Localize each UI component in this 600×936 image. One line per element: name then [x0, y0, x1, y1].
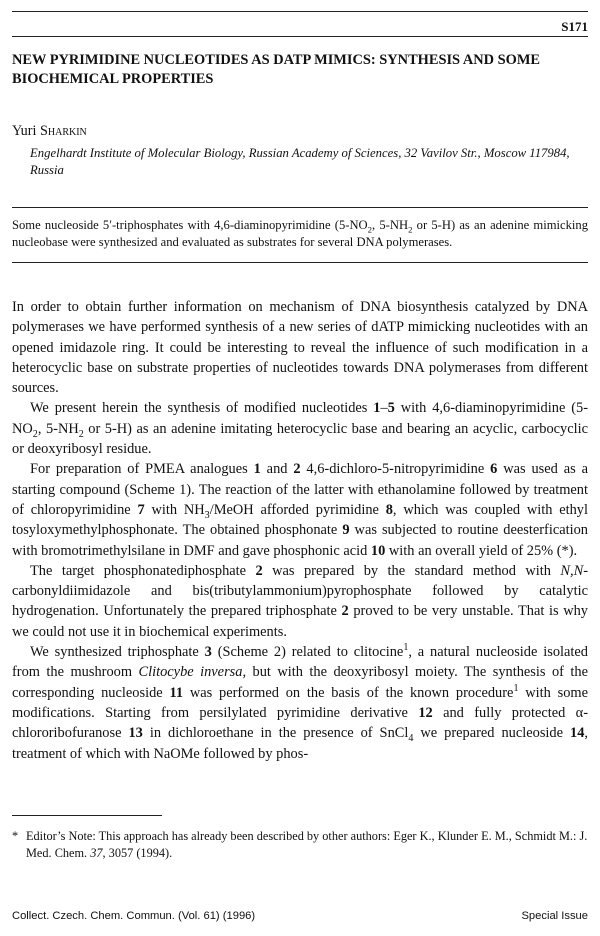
author-first-name: Yuri: [12, 123, 40, 139]
footnote: [12, 828, 588, 862]
body-paragraph: The target phosphonatediphosphate 2 was prepared by the standard method with N,N-carbonyldiimidazole and bis(tributylammonium)pyrophosphate followed by catalytic hydrogenation. Unfortunately the prepared triphosphate 2 proved to be very unstable. That is why we could not use it in biochemical experiments.: [12, 562, 588, 640]
body-paragraph: We synthesized triphosphate 3 (Scheme 2) related to clitocine$^1$, a natural nucleoside isolated from the mushroom Clitocybe inversa, but with the deoxyribosyl moiety. The synthesis of the corresponding nucleoside 11 was performed on the basis of the known procedure$^1$ with some modifications. Starting from persilylated pyrimidine derivative 12 and fully protected α-chlororibofuranose 13 in dichloroethane in the presence of SnCl$_4$ we prepared nucleoside 14, treatment of which with NaOMe followed by phos-: [12, 642, 589, 762]
author-affiliation: Engelhardt Institute of Molecular Biology, Russian Academy of Sciences, 32 Vavilov Str., Moscow 117984, Russia: [30, 146, 570, 177]
footnote-rule: [12, 815, 162, 816]
page-footer: [12, 910, 588, 922]
footer-issue: Special Issue: [521, 910, 588, 922]
author-last-name: Sharkin: [39, 123, 87, 139]
body-paragraph: For preparation of PMEA analogues 1 and 2 4,6-dichloro-5-nitropyrimidine 6 was used as a starting compound (Scheme 1). The reaction of the latter with ethanolamine followed by treatment of chloropyrimidine 7 with $NH_3$/MeOH afforded pyrimidine 8, which was coupled with ethyl tosyloxymethylphosphonate. The obtained phosphonate 9 was subjected to routine deesterfication with bromotrimethylsilane in DMF and gave phosphonic acid 10 with an overall yield of 25% (*).: [12, 461, 588, 559]
body-paragraph: In order to obtain further information on mechanism of DNA biosynthesis catalyzed by DNA polymerases we have performed synthesis of a new series of dATP mimicking nucleotides with an opened imidazole ring. It could be interesting to reveal the influence of such modification in a heterocyclic base on substrate properties of nucleotides towards DNA polymerases from different sources.: [12, 299, 588, 397]
abstract: Some nucleoside 5′-triphosphates with 4,6-diaminopyrimidine ($5-NO_2$, $5-NH_2$ or 5-H) as an adenine mimicking nucleobase were synthesized and evaluated as substrates for several DNA polymerases.: [12, 218, 588, 249]
body-paragraph: We present herein the synthesis of modified nucleotides 1–5 with 4,6-diaminopyrimidine ($5-NO_2$, $5-NH_2$ or 5-H) as an adenine imitating heterocyclic base and bearing an acyclic, carbocyclic or deoxyribosyl residue.: [12, 400, 588, 458]
footer-citation: Collect. Czech. Chem. Commun. (Vol. 61) (1996): [12, 910, 256, 922]
abstract-bottom-rule: [12, 262, 588, 263]
article-title: NEW PYRIMIDINE NUCLEOTIDES AS DATP MIMICS: SYNTHESIS AND SOME BIOCHEMICAL PROPERTIES: [12, 52, 541, 87]
abstract-top-rule: [12, 207, 588, 208]
footnote-mark: *: [12, 829, 19, 843]
footnote-text: Editor’s Note: This approach has already been described by other authors: Eger K., Klunder E. M., Schmidt M.: J. Med. Chem. 37, 3057 (1994).: [26, 829, 588, 860]
page-number: S171: [561, 19, 588, 34]
author-name: [12, 123, 87, 140]
top-rule: [12, 11, 588, 12]
header-rule: [12, 36, 588, 37]
article-body: [12, 297, 588, 764]
